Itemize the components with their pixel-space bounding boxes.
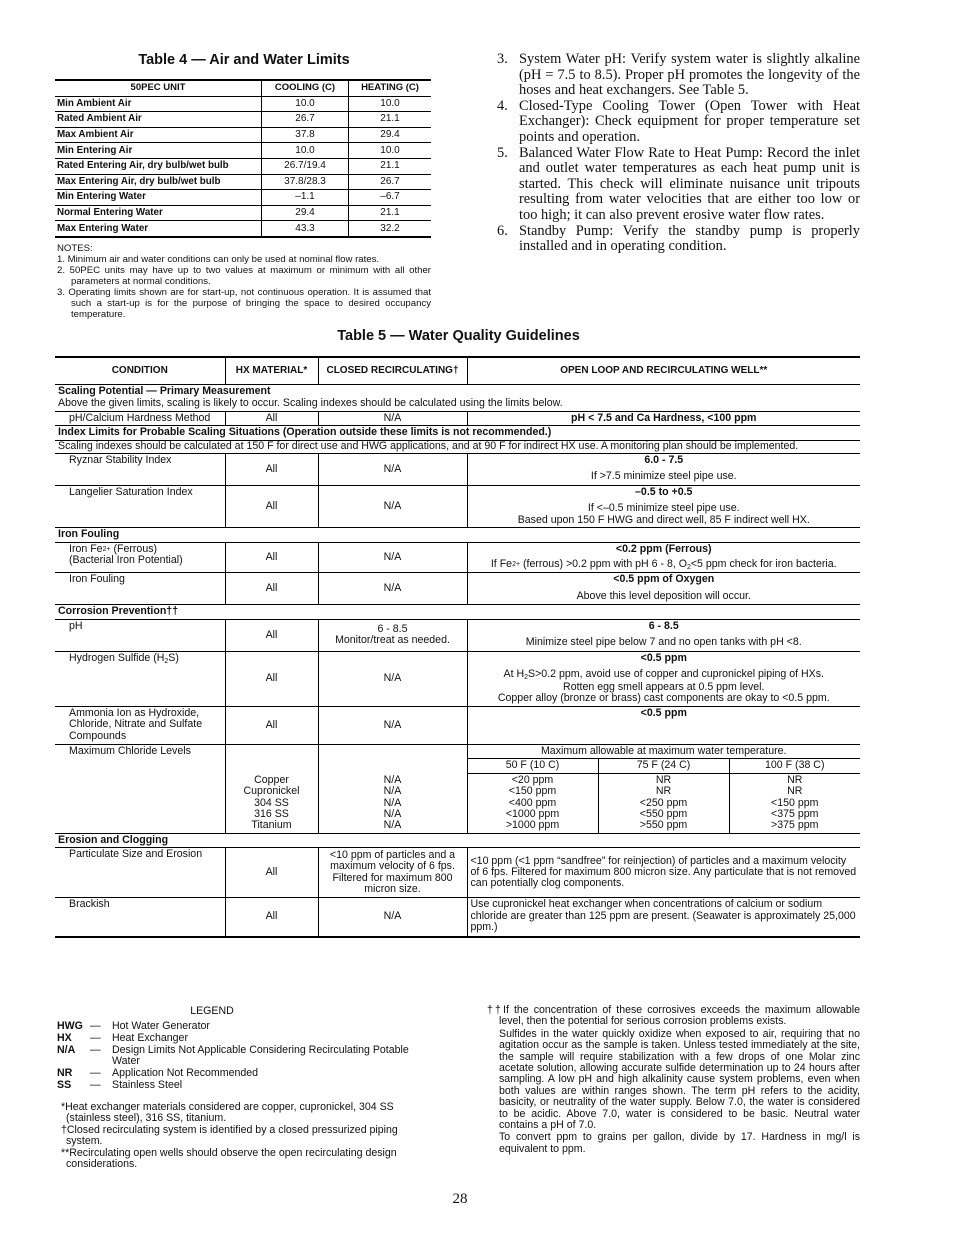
table-row (55, 898, 860, 938)
column-header: CLOSED RECIRCULATING† (318, 357, 467, 385)
legend-dash: — (90, 1031, 101, 1044)
closed-cell (318, 744, 467, 833)
footnote: ††If the concentration of these corrosives exceeds the maximum allowable level, then the potential for serious corrosion problems exists. (487, 1004, 860, 1028)
limit-note: Based upon 150 F HWG and direct well, 85 F indirect well HX. (517, 513, 810, 526)
open-cell (467, 619, 860, 651)
note: 3. Operating limits shown are for start-up, not continuous operation. It is assumed that such a start-up is for the purpose of bringing the space to desired occupancy temperature. (57, 287, 431, 320)
note-text: S>0.2 ppm, avoid use of copper and cupronickel piping of HXs. (528, 668, 824, 681)
heating-value: 21.1 (349, 205, 432, 221)
section-title: Iron Fouling (55, 528, 860, 542)
limit-note: Copper alloy (bronze or brass) cast components are okay to <0.5 ppm. (497, 692, 830, 705)
table-row (55, 454, 860, 486)
air-water-limits-table (55, 79, 431, 238)
value: NR (787, 773, 803, 786)
chloride-75f-cell (598, 773, 729, 833)
hx-cell: All (225, 486, 318, 528)
table-row (55, 174, 431, 190)
condition-text: Iron Fe (69, 542, 103, 555)
column-header: OPEN LOOP AND RECIRCULATING WELL** (467, 357, 860, 385)
table-header-row (55, 357, 860, 385)
table-row (55, 744, 860, 758)
heating-value: 10.0 (349, 96, 432, 112)
subscript: 2 (164, 657, 169, 665)
table4-title: Table 4 — Air and Water Limits (138, 52, 350, 68)
condition-cell (55, 542, 225, 573)
table-row (55, 486, 860, 528)
condition-cell: Maximum Chloride Levels (55, 744, 225, 833)
table-row (55, 205, 431, 221)
table-row (55, 112, 431, 128)
condition-text: (Ferrous) (110, 542, 158, 555)
legend-dash: — (90, 1067, 101, 1080)
limit-value: –0.5 to +0.5 (635, 486, 693, 499)
open-cell (467, 542, 860, 573)
step-text: System Water pH: Verify system water is slightly alkaline (pH = 7.5 to 8.5). Proper pH promotes the longevity of the hoses and heat exchangers. See Table 5. (519, 51, 860, 99)
superscript: 2+ (512, 561, 521, 569)
hx-cell: All (225, 619, 318, 651)
closed-cell: N/A (318, 706, 467, 744)
hx-cell: All (225, 651, 318, 706)
condition-cell: pH (55, 619, 225, 651)
note-text: <5 ppm check for iron bacteria. (690, 558, 837, 571)
closed-cell: N/A (318, 542, 467, 573)
condition-cell: Ammonia Ion as Hydroxide, Chloride, Nitrate and Sulfate Compounds (55, 706, 225, 744)
material-value: Cupronickel (243, 785, 300, 798)
legend-item (57, 1033, 412, 1045)
hx-cell: All (225, 898, 318, 938)
condition-cell: Brackish (55, 898, 225, 938)
cooling-value: 43.3 (262, 221, 349, 237)
step-number: 3. (497, 51, 508, 67)
condition-cell (55, 651, 225, 706)
limit-note: If >7.5 minimize steel pipe use. (590, 470, 737, 483)
value: >1000 ppm (505, 819, 560, 832)
temperature-header: 75 F (24 C) (598, 759, 729, 773)
open-cell (467, 486, 860, 528)
step-item (497, 146, 860, 224)
step-text: Closed-Type Cooling Tower (Open Tower with Heat Exchanger): Check equipment for proper temperature set points and operation. (519, 97, 860, 145)
column-header: HX MATERIAL* (225, 357, 318, 385)
value: <1000 ppm (505, 807, 560, 820)
table-row (55, 221, 431, 237)
step-text: Balanced Water Flow Rate to Heat Pump: Record the inlet and outlet water temperatures as each heat pump unit is started. This check will eliminate nuisance unit tripouts resulting from water velocities that are either too low or too high; it can also prevent erosive water flow rates. (519, 144, 860, 223)
temperature-header: 50 F (10 C) (467, 759, 598, 773)
column-header: HEATING (C) (349, 80, 432, 96)
limit-value: 6.0 - 7.5 (644, 454, 684, 467)
table-row (55, 706, 860, 744)
section-title: Index Limits for Probable Scaling Situations (Operation outside these limits is not recommended.) (55, 426, 860, 440)
legend-abbr: HX (57, 1031, 72, 1044)
hx-cell (225, 744, 318, 833)
superscript: 2+ (102, 545, 111, 553)
limit-value: <0.5 ppm of Oxygen (613, 573, 715, 586)
condition-cell: Iron Fouling (55, 573, 225, 605)
row-label: Min Entering Water (55, 190, 262, 206)
legend-abbr: NR (57, 1067, 73, 1080)
cooling-value: –1.1 (262, 190, 349, 206)
value: >375 ppm (771, 819, 819, 832)
condition-cell: pH/Calcium Hardness Method (55, 411, 225, 425)
footnote: To convert ppm to grains per gallon, divide by 17. Hardness in mg/l is equivalent to ppm. (499, 1131, 860, 1155)
heating-value: 10.0 (349, 143, 432, 159)
open-cell (467, 651, 860, 706)
row-label: Rated Ambient Air (55, 112, 262, 128)
legend-abbr: SS (57, 1078, 72, 1091)
cooling-value: 29.4 (262, 205, 349, 221)
heating-value: 21.1 (349, 112, 432, 128)
row-label: Max Entering Air, dry bulb/wet bulb (55, 174, 262, 190)
section-description: Above the given limits, scaling is likely to occur. Scaling indexes should be calculated using the limits below. (55, 398, 860, 411)
condition-text: S) (168, 651, 179, 664)
table-row (55, 143, 431, 159)
open-cell: <0.5 ppm (467, 706, 860, 744)
water-quality-table (55, 356, 860, 938)
open-cell (467, 573, 860, 605)
limit-note (471, 669, 858, 681)
value: <150 ppm (771, 796, 819, 809)
hx-cell: All (225, 848, 318, 898)
legend-item (57, 1021, 412, 1033)
value: <375 ppm (771, 807, 819, 820)
legend-def: Design Limits Not Applicable Considering Recirculating Potable Water (112, 1043, 409, 1068)
section-title: Erosion and Clogging (55, 833, 860, 847)
value: <150 ppm (508, 785, 557, 798)
note: 2. 50PEC units may have up to two values at maximum or minimum with all other parameters at normal conditions. (57, 265, 431, 287)
section-title: Corrosion Prevention†† (55, 605, 860, 619)
condition-cell: Langelier Saturation Index (55, 486, 225, 528)
row-label: Rated Entering Air, dry bulb/wet bulb (55, 158, 262, 174)
material-value: 316 SS (254, 807, 289, 820)
temperature-header: 100 F (38 C) (729, 759, 860, 773)
closed-cell: N/A (318, 454, 467, 486)
limit-value: <0.2 ppm (Ferrous) (615, 542, 712, 555)
footnotes-left (57, 1102, 431, 1170)
legend (57, 1021, 412, 1092)
table-row (55, 127, 431, 143)
value: >550 ppm (639, 819, 688, 832)
value: NR (655, 773, 672, 786)
legend-def: Heat Exchanger (112, 1031, 188, 1044)
closed-cell: N/A (318, 573, 467, 605)
legend-title: LEGEND (190, 1005, 234, 1017)
note-text: (ferrous) >0.2 ppm with pH 6 - 8, O (520, 558, 687, 571)
table-row (55, 542, 860, 573)
closed-cell: N/A (318, 898, 467, 938)
value: <400 ppm (508, 796, 557, 809)
value: <250 ppm (639, 796, 688, 809)
open-cell: <10 ppm (<1 ppm “sandfree” for reinjection) of particles and a maximum velocity of 6 fps. Filtered for maximum 800 micron size. Any particulate that is not removed can potentially clog components. (467, 848, 860, 898)
closed-cell: N/A (318, 411, 467, 425)
subscript: 2 (524, 674, 529, 682)
section-title: Scaling Potential — Primary Measurement (58, 385, 271, 397)
legend-def: Application Not Recommended (112, 1067, 259, 1080)
legend-dash: — (90, 1078, 101, 1091)
condition-cell: Ryznar Stability Index (55, 454, 225, 486)
page-number: 28 (452, 1191, 468, 1207)
legend-item (57, 1068, 412, 1080)
heating-value: 26.7 (349, 174, 432, 190)
limit-note: If <–0.5 minimize steel pipe use. (587, 502, 740, 515)
value: NR (787, 785, 803, 798)
chloride-header: Maximum allowable at maximum water temperature. (467, 744, 860, 758)
hx-cell: All (225, 573, 318, 605)
hx-cell: All (225, 454, 318, 486)
footnote: Sulfides in the water quickly oxidize when exposed to air, requiring that no agitation occur as the sample is taken. Unless tested immediately at the site, the sample will require stabilization with a few drops of one Molar zinc acetate solution, allowing accurate sulfide determination up to 24 hours after sampling. A low pH and high alkalinity cause system problems, even when both values are within ranges shown. The term pH refers to the acidity, basicity, or neutrality of the water supply. Below 7.0, the water is considered to be acidic. Above 7.0, water is considered to be basic. Neutral water contains a pH of 7.0. (499, 1027, 860, 1132)
legend-abbr: HWG (57, 1020, 83, 1032)
cooling-value: 26.7/19.4 (262, 158, 349, 174)
table-row (55, 848, 860, 898)
column-header: CONDITION (55, 357, 225, 385)
legend-def: Stainless Steel (112, 1078, 183, 1091)
footnote: †Closed recirculating system is identified by a closed pressurized piping system. (61, 1123, 398, 1148)
heating-value: 21.1 (349, 158, 432, 174)
chloride-50f-cell (467, 773, 598, 833)
closed-value: N/A (383, 773, 402, 786)
closed-value: 6 - 8.5 (377, 622, 408, 635)
legend-item (57, 1045, 412, 1069)
table5-title: Table 5 — Water Quality Guidelines (337, 328, 580, 344)
table4-notes (57, 243, 431, 320)
limit-note: Above this level deposition will occur. (576, 589, 751, 602)
footnote: **Recirculating open wells should observe the open recirculating design considerations. (61, 1146, 397, 1171)
closed-value: N/A (383, 807, 402, 820)
step-number: 6. (497, 222, 508, 239)
hx-cell: All (225, 411, 318, 425)
row-label: Max Entering Water (55, 221, 262, 237)
cooling-value: 26.7 (262, 112, 349, 128)
material-value: Titanium (251, 819, 292, 832)
table-row (55, 411, 860, 425)
footnote: *Heat exchanger materials considered are copper, cupronickel, 304 SS (stainless steel), 316 SS, titanium. (61, 1101, 394, 1125)
open-cell (467, 454, 860, 486)
table-header-row (55, 80, 431, 96)
condition-text: Hydrogen Sulfide (H (69, 651, 165, 664)
value: NR (655, 785, 672, 798)
heating-value: 29.4 (349, 127, 432, 143)
closed-cell: N/A (318, 486, 467, 528)
column-header: COOLING (C) (262, 80, 349, 96)
closed-note: Monitor/treat as needed. (335, 634, 450, 647)
closed-cell (318, 619, 467, 651)
note-text: At H (503, 668, 525, 681)
material-value: Copper (254, 773, 289, 786)
closed-cell: N/A (318, 651, 467, 706)
row-label: Max Ambient Air (55, 127, 262, 143)
limit-note: Rotten egg smell appears at 0.5 ppm level. (563, 680, 765, 693)
heating-value: –6.7 (349, 190, 432, 206)
legend-dash: — (90, 1020, 101, 1032)
legend-item (57, 1080, 412, 1092)
cooling-value: 10.0 (262, 96, 349, 112)
limit-note: Minimize steel pipe below 7 and no open tanks with pH <8. (525, 636, 802, 649)
condition-text: (Bacterial Iron Potential) (69, 554, 183, 567)
limit-value: 6 - 8.5 (648, 619, 679, 632)
legend-dash: — (90, 1043, 101, 1056)
heating-value: 32.2 (349, 221, 432, 237)
material-value: 304 SS (254, 796, 289, 809)
step-item (497, 99, 860, 146)
open-cell: pH < 7.5 and Ca Hardness, <100 ppm (467, 411, 860, 425)
closed-value: N/A (383, 819, 402, 832)
chloride-100f-cell (729, 773, 860, 833)
hx-cell: All (225, 542, 318, 573)
open-cell: Use cupronickel heat exchanger when concentrations of calcium or sodium chloride are greater than 125 ppm are present. (Seawater is approximately 25,000 ppm.) (467, 898, 860, 938)
row-label: Min Ambient Air (55, 96, 262, 112)
cooling-value: 37.8/28.3 (262, 174, 349, 190)
step-text: Standby Pump: Verify the standby pump is properly installed and in operating condition. (519, 222, 860, 255)
cooling-value: 37.8 (262, 127, 349, 143)
table-row (55, 651, 860, 706)
footnotes-right (487, 1005, 860, 1156)
column-header: 50PEC UNIT (55, 80, 262, 96)
closed-value: N/A (383, 785, 402, 798)
value: <550 ppm (639, 807, 688, 820)
value: <20 ppm (511, 773, 554, 786)
closed-cell: <10 ppm of particles and a maximum velocity of 6 fps. Filtered for maximum 800 micron size. (318, 848, 467, 898)
procedure-steps (497, 52, 860, 255)
row-label: Normal Entering Water (55, 205, 262, 221)
limit-value: <0.5 ppm (640, 651, 687, 664)
legend-abbr: N/A (57, 1043, 76, 1056)
subscript: 2 (686, 564, 691, 572)
table-row (55, 96, 431, 112)
row-label: Min Entering Air (55, 143, 262, 159)
table-row (55, 190, 431, 206)
table-row (55, 619, 860, 651)
note: 1. Minimum air and water conditions can only be used at nominal flow rates. (57, 254, 380, 265)
table-row (55, 158, 431, 174)
cooling-value: 10.0 (262, 143, 349, 159)
step-number: 5. (497, 144, 508, 161)
note-text: If Fe (490, 558, 513, 571)
section-description: Scaling indexes should be calculated at 150 F for direct use and HWG applications, and at 90 F for indirect HX use. A monitoring plan should be implemented. (55, 440, 860, 453)
table-row (55, 573, 860, 605)
step-item (497, 52, 860, 99)
notes-label: NOTES: (57, 243, 93, 254)
legend-def: Hot Water Generator (112, 1020, 210, 1032)
limit-note (471, 559, 858, 571)
closed-value: N/A (383, 796, 402, 809)
step-number: 4. (497, 97, 508, 114)
hx-cell: All (225, 706, 318, 744)
step-item (497, 224, 860, 255)
condition-cell: Particulate Size and Erosion (55, 848, 225, 898)
